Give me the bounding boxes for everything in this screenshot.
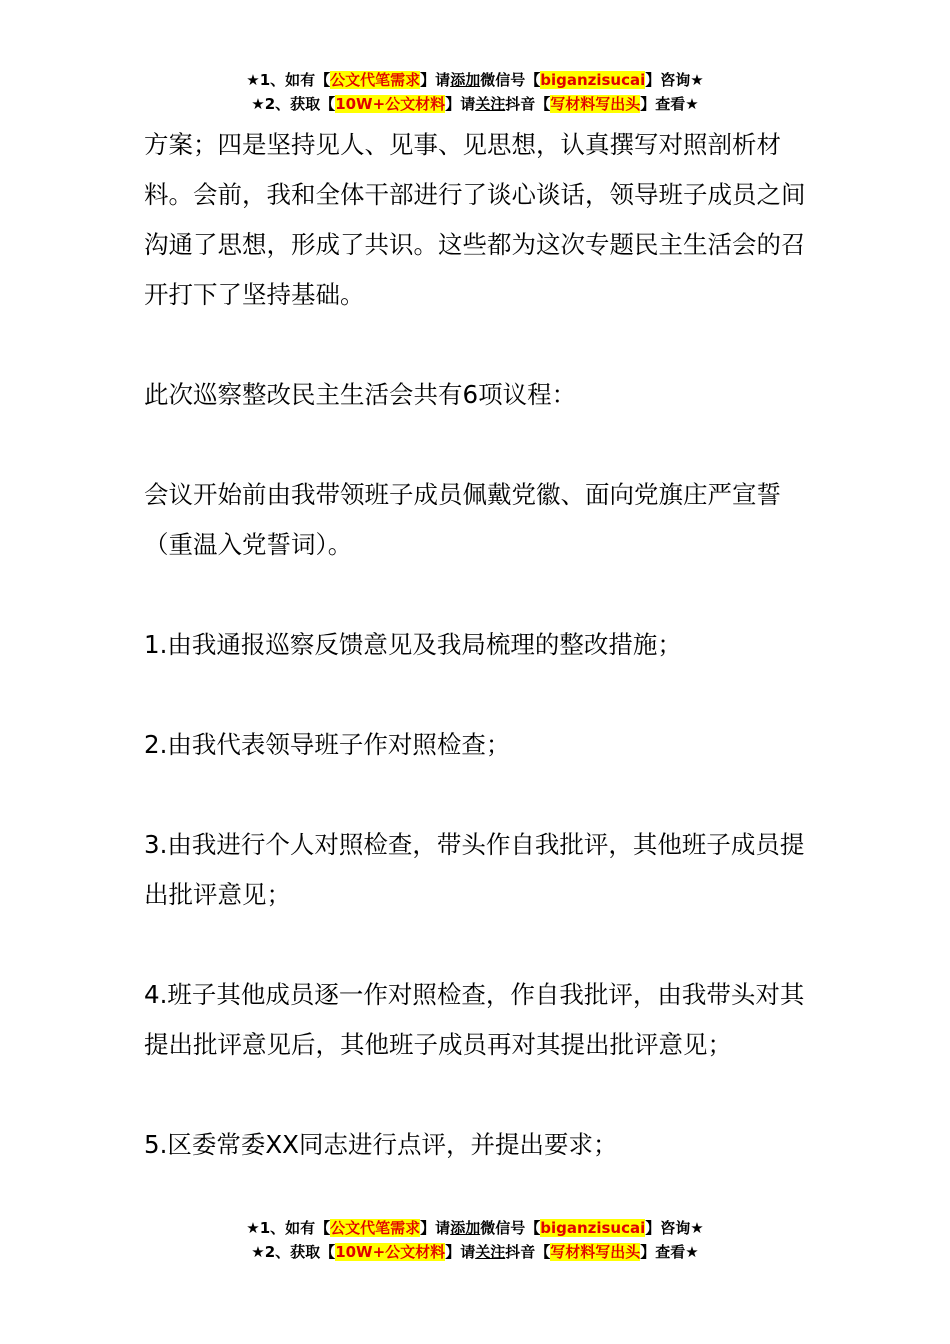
footer-banner xyxy=(0,1216,950,1264)
banner-line-1 xyxy=(0,1216,950,1240)
banner-text: 抖音【 xyxy=(505,95,551,113)
banner-text: 】查看★ xyxy=(640,95,699,113)
banner-line-2 xyxy=(0,92,950,116)
banner-text: 抖音【 xyxy=(505,1243,551,1261)
banner-line-2 xyxy=(0,1240,950,1264)
banner-text: 】请 xyxy=(420,71,451,89)
paragraph: 方案；四是坚持见人、见事、见思想，认真撰写对照剖析材料。会前，我和全体干部进行了谈心谈话，领导班子成员之间沟通了思想，形成了共识。这些都为这次专题民主生活会的召开打下了坚持基础。 xyxy=(144,130,806,309)
banner-highlight: biganzisucai xyxy=(540,71,646,89)
banner-text: 】请 xyxy=(420,1219,451,1237)
banner-text: ★2、获取【 xyxy=(251,1243,336,1261)
banner-highlight: biganzisucai xyxy=(540,1219,646,1237)
banner-text: 】请 xyxy=(445,95,476,113)
document-body xyxy=(144,120,812,1220)
agenda-item: 3.由我进行个人对照检查，带头作自我批评，其他班子成员提出批评意见； xyxy=(144,830,805,909)
banner-text: 】请 xyxy=(445,1243,476,1261)
banner-highlight: 10W+公文材料 xyxy=(335,1243,446,1261)
banner-emphasis: 添加 xyxy=(450,71,481,89)
banner-emphasis: 关注 xyxy=(475,95,506,113)
agenda-item: 4.班子其他成员逐一作对照检查，作自我批评，由我带头对其提出批评意见后，其他班子成员再对其提出批评意见； xyxy=(144,980,805,1059)
banner-text: 】咨询★ xyxy=(645,1219,704,1237)
banner-text: 】咨询★ xyxy=(645,71,704,89)
paragraph: 会议开始前由我带领班子成员佩戴党徽、面向党旗庄严宣誓（重温入党誓词）。 xyxy=(144,480,781,559)
banner-highlight: 写材料写出头 xyxy=(550,1243,641,1261)
banner-highlight: 公文代笔需求 xyxy=(330,71,421,89)
banner-text: 】查看★ xyxy=(640,1243,699,1261)
banner-text: 微信号【 xyxy=(480,71,541,89)
banner-text: ★2、获取【 xyxy=(251,95,336,113)
banner-text: ★1、如有【 xyxy=(246,1219,331,1237)
banner-highlight: 公文代笔需求 xyxy=(330,1219,421,1237)
agenda-item: 5.区委常委XX同志进行点评，并提出要求； xyxy=(144,1130,618,1159)
banner-emphasis: 添加 xyxy=(450,1219,481,1237)
banner-line-1 xyxy=(0,68,950,92)
header-banner xyxy=(0,68,950,116)
banner-text: 微信号【 xyxy=(480,1219,541,1237)
agenda-item: 2.由我代表领导班子作对照检查； xyxy=(144,730,511,759)
banner-text: ★1、如有【 xyxy=(246,71,331,89)
banner-highlight: 10W+公文材料 xyxy=(335,95,446,113)
banner-highlight: 写材料写出头 xyxy=(550,95,641,113)
paragraph: 此次巡察整改民主生活会共有6项议程： xyxy=(144,380,577,409)
agenda-item: 1.由我通报巡察反馈意见及我局梳理的整改措施； xyxy=(144,630,682,659)
banner-emphasis: 关注 xyxy=(475,1243,506,1261)
